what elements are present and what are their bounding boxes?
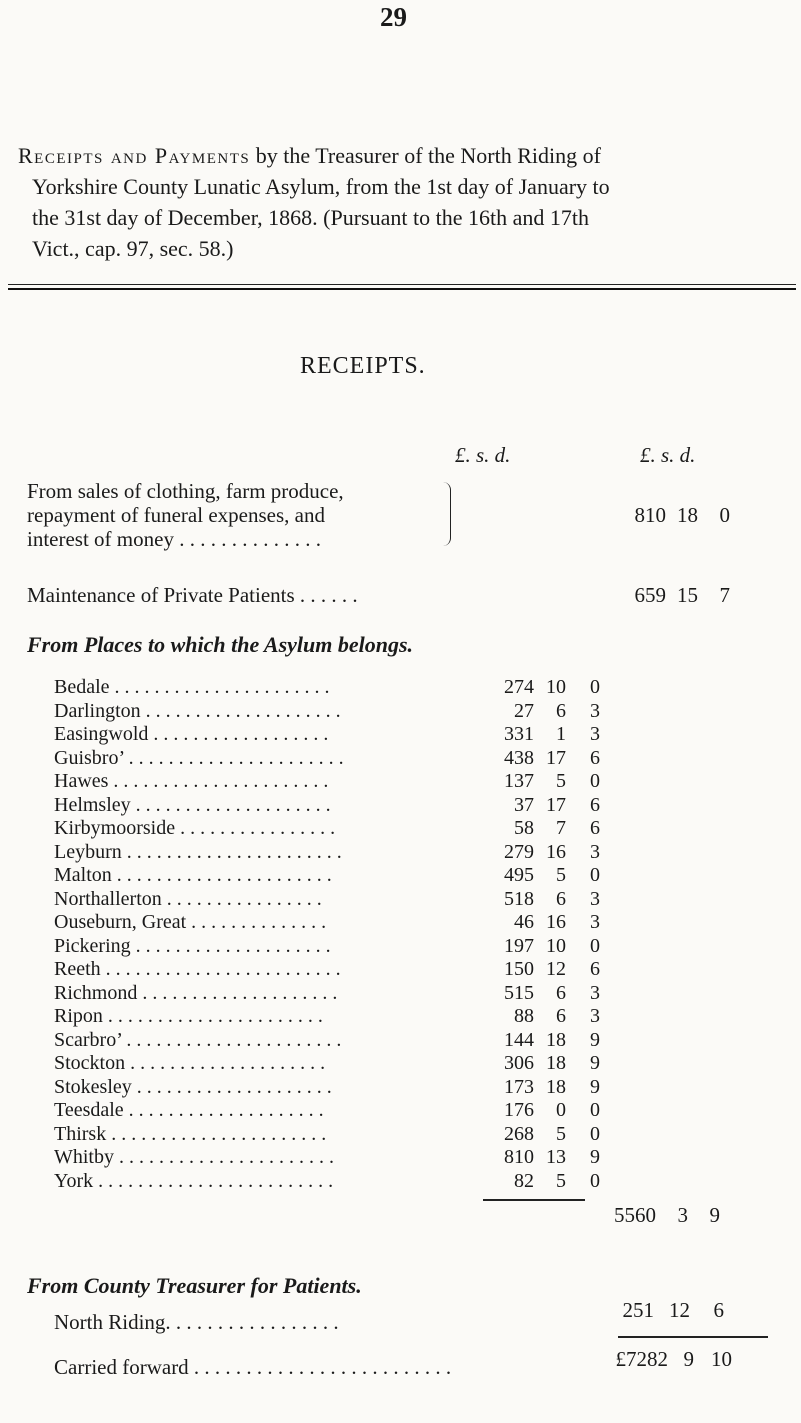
place-pounds: 331 <box>504 723 534 745</box>
list-item <box>54 888 602 912</box>
place-pounds: 37 <box>514 793 534 816</box>
place-shillings: 17 <box>546 793 566 816</box>
place-pounds: 82 <box>514 1169 534 1192</box>
subtotal-rule <box>483 1199 585 1201</box>
place-amount <box>492 1076 600 1100</box>
place-name: Reeth . . . . . . . . . . . . . . . . . . . . . . . . <box>54 958 341 980</box>
title-line-1-rest: by the Treasurer of the North Riding of <box>250 143 601 168</box>
north-riding-shillings: 12 <box>669 1298 690 1322</box>
place-name: Ripon . . . . . . . . . . . . . . . . . . . . . . <box>54 1005 323 1027</box>
list-item <box>54 1099 602 1123</box>
north-riding-label: North Riding. . . . . . . . . . . . . . . . . <box>54 1310 339 1334</box>
title-line-3: the 31st day of December, 1868. (Pursuant to the 16th and 17th <box>32 205 589 230</box>
place-pence: 3 <box>590 699 600 722</box>
place-shillings: 6 <box>556 699 566 722</box>
place-pounds: 150 <box>504 958 534 980</box>
total-rule <box>618 1336 768 1338</box>
place-amount <box>492 1005 600 1029</box>
place-amount <box>492 958 600 982</box>
place-pence: 9 <box>590 1052 600 1074</box>
place-pence: 3 <box>590 911 600 933</box>
places-total <box>600 1203 720 1228</box>
place-shillings: 0 <box>556 1099 566 1121</box>
sales-line-3: interest of money . . . . . . . . . . . . . . <box>27 527 321 551</box>
place-name: Richmond . . . . . . . . . . . . . . . . . . . . <box>54 981 338 1004</box>
place-amount <box>492 1099 600 1123</box>
place-name: Guisbro’ . . . . . . . . . . . . . . . . . . . . . . <box>54 746 344 769</box>
place-pounds: 88 <box>514 1005 534 1027</box>
place-pence: 6 <box>590 817 600 839</box>
place-pence: 3 <box>590 981 600 1004</box>
place-name: Pickering . . . . . . . . . . . . . . . . . . . . <box>54 934 331 957</box>
place-shillings: 6 <box>556 981 566 1004</box>
county-heading: From County Treasurer for Patients. <box>27 1273 362 1298</box>
list-item <box>54 723 602 747</box>
place-amount <box>492 1029 600 1053</box>
carried-forward-pence: 10 <box>711 1347 732 1371</box>
place-name: Stockton . . . . . . . . . . . . . . . . . . . . <box>54 1052 326 1074</box>
place-pence: 0 <box>590 1099 600 1121</box>
place-pounds: 810 <box>504 1146 534 1168</box>
maintenance-pence: 7 <box>719 583 730 607</box>
place-amount <box>492 1123 600 1147</box>
place-pounds: 306 <box>504 1052 534 1074</box>
north-riding-pence: 6 <box>713 1298 724 1322</box>
place-amount <box>492 911 600 935</box>
title-line-2: Yorkshire County Lunatic Asylum, from the 1st day of January to <box>32 174 610 199</box>
place-shillings: 5 <box>556 864 566 886</box>
place-name: Teesdale . . . . . . . . . . . . . . . . . . . . <box>54 1099 324 1121</box>
sales-pence: 0 <box>719 503 730 527</box>
places-heading: From Places to which the Asylum belongs. <box>27 632 414 657</box>
sales-amount <box>624 503 730 528</box>
divider-rule-thick <box>8 288 796 290</box>
place-pence: 0 <box>590 770 600 792</box>
place-pounds: 46 <box>514 911 534 933</box>
sales-line-1: From sales of clothing, farm produce, <box>27 479 344 503</box>
place-pounds: 58 <box>514 817 534 839</box>
place-amount <box>492 817 600 841</box>
list-item <box>54 958 602 982</box>
place-shillings: 5 <box>556 1122 566 1145</box>
place-shillings: 1 <box>556 723 566 745</box>
receipts-heading: RECEIPTS. <box>300 353 426 379</box>
carried-forward-pounds: £7282 <box>615 1347 668 1371</box>
place-shillings: 6 <box>556 887 566 910</box>
place-pence: 9 <box>590 1146 600 1168</box>
place-shillings: 10 <box>546 934 566 957</box>
place-amount <box>492 700 600 724</box>
place-pounds: 279 <box>504 840 534 863</box>
title-smallcaps: Receipts and Payments <box>18 143 251 168</box>
place-shillings: 16 <box>546 840 566 863</box>
place-amount <box>492 747 600 771</box>
place-shillings: 17 <box>546 746 566 769</box>
north-riding-amount <box>612 1298 724 1323</box>
place-amount <box>492 1170 600 1194</box>
place-name: Scarbro’ . . . . . . . . . . . . . . . . . . . . . . <box>54 1028 342 1051</box>
place-name: Malton . . . . . . . . . . . . . . . . . . . . . . <box>54 864 332 886</box>
list-item <box>54 935 602 959</box>
list-item <box>54 864 602 888</box>
place-pence: 0 <box>590 1122 600 1145</box>
document-title <box>18 140 773 264</box>
place-shillings: 12 <box>546 958 566 980</box>
place-pence: 0 <box>590 864 600 886</box>
sales-shillings: 18 <box>677 503 698 527</box>
place-name: Whitby . . . . . . . . . . . . . . . . . . . . . . <box>54 1146 334 1168</box>
place-pence: 6 <box>590 958 600 980</box>
place-pounds: 495 <box>504 864 534 886</box>
place-pence: 3 <box>590 840 600 863</box>
place-name: Kirbymoorside . . . . . . . . . . . . . . . . <box>54 817 336 839</box>
place-name: Northallerton . . . . . . . . . . . . . . . . <box>54 887 322 910</box>
place-pounds: 518 <box>504 887 534 910</box>
carried-forward-amount <box>596 1347 732 1372</box>
place-pounds: 137 <box>504 770 534 792</box>
list-item <box>54 794 602 818</box>
place-shillings: 16 <box>546 911 566 933</box>
carried-forward-label: Carried forward . . . . . . . . . . . . . . . . . . . . . . . . . <box>54 1355 452 1379</box>
place-shillings: 6 <box>556 1005 566 1027</box>
maintenance-pounds: 659 <box>634 583 666 607</box>
carried-forward-shillings: 9 <box>683 1347 694 1371</box>
place-name: Easingwold . . . . . . . . . . . . . . . . . . <box>54 723 329 745</box>
place-pounds: 27 <box>514 699 534 722</box>
place-pounds: 438 <box>504 746 534 769</box>
place-amount <box>492 888 600 912</box>
place-pence: 0 <box>590 676 600 698</box>
place-shillings: 5 <box>556 770 566 792</box>
place-amount <box>492 676 600 700</box>
place-amount <box>492 723 600 747</box>
place-name: York . . . . . . . . . . . . . . . . . . . . . . . . <box>54 1169 334 1192</box>
sales-pounds: 810 <box>634 503 666 527</box>
place-shillings: 10 <box>546 676 566 698</box>
place-name: Leyburn . . . . . . . . . . . . . . . . . . . . . . <box>54 840 342 863</box>
place-pounds: 268 <box>504 1122 534 1145</box>
maintenance-shillings: 15 <box>677 583 698 607</box>
page-number: 29 <box>380 2 407 32</box>
place-name: Darlington . . . . . . . . . . . . . . . . . . . . <box>54 699 341 722</box>
list-item <box>54 1052 602 1076</box>
place-pence: 0 <box>590 934 600 957</box>
place-pounds: 173 <box>504 1075 534 1098</box>
list-item <box>54 1170 602 1194</box>
place-pence: 9 <box>590 1075 600 1098</box>
currency-header-col2: £. s. d. <box>640 443 696 467</box>
place-pounds: 176 <box>504 1099 534 1121</box>
list-item <box>54 1076 602 1100</box>
place-shillings: 18 <box>546 1052 566 1074</box>
brace-icon <box>438 482 451 546</box>
place-pounds: 515 <box>504 981 534 1004</box>
place-pounds: 274 <box>504 676 534 698</box>
place-pounds: 197 <box>504 934 534 957</box>
list-item <box>54 1146 602 1170</box>
place-name: Helmsley . . . . . . . . . . . . . . . . . . . . <box>54 793 331 816</box>
list-item <box>54 982 602 1006</box>
place-name: Thirsk . . . . . . . . . . . . . . . . . . . . . . <box>54 1122 327 1145</box>
place-pounds: 144 <box>504 1028 534 1051</box>
list-item <box>54 747 602 771</box>
maintenance-label: Maintenance of Private Patients . . . . . . <box>27 583 358 607</box>
place-shillings: 13 <box>546 1146 566 1168</box>
place-shillings: 5 <box>556 1169 566 1192</box>
place-amount <box>492 982 600 1006</box>
divider-rule-thin <box>8 284 796 285</box>
list-item <box>54 770 602 794</box>
place-amount <box>492 1052 600 1076</box>
place-name: Bedale . . . . . . . . . . . . . . . . . . . . . . <box>54 676 330 698</box>
place-amount <box>492 1146 600 1170</box>
list-item <box>54 841 602 865</box>
place-amount <box>492 935 600 959</box>
place-amount <box>492 841 600 865</box>
list-item <box>54 1029 602 1053</box>
list-item <box>54 676 602 700</box>
list-item <box>54 1123 602 1147</box>
north-riding-pounds: 251 <box>622 1298 654 1322</box>
list-item <box>54 1005 602 1029</box>
currency-header-col1: £. s. d. <box>455 443 511 467</box>
list-item <box>54 817 602 841</box>
place-pence: 3 <box>590 1005 600 1027</box>
places-list <box>54 676 602 1193</box>
list-item <box>54 700 602 724</box>
places-total-pounds: 5560 <box>614 1203 656 1227</box>
list-item <box>54 911 602 935</box>
places-total-pence: 9 <box>709 1203 720 1227</box>
place-amount <box>492 864 600 888</box>
place-name: Ouseburn, Great . . . . . . . . . . . . . . <box>54 911 327 933</box>
sales-line-2: repayment of funeral expenses, and <box>27 503 325 527</box>
place-pence: 9 <box>590 1028 600 1051</box>
maintenance-amount <box>624 583 730 608</box>
place-shillings: 7 <box>556 817 566 839</box>
place-name: Hawes . . . . . . . . . . . . . . . . . . . . . . <box>54 770 329 792</box>
title-line-1 <box>18 140 773 171</box>
place-amount <box>492 770 600 794</box>
place-pence: 0 <box>590 1169 600 1192</box>
place-pence: 3 <box>590 887 600 910</box>
place-pence: 3 <box>590 723 600 745</box>
place-amount <box>492 794 600 818</box>
place-name: Stokesley . . . . . . . . . . . . . . . . . . . . <box>54 1075 332 1098</box>
places-total-shillings: 3 <box>677 1203 688 1227</box>
title-line-4: Vict., cap. 97, sec. 58.) <box>32 236 234 261</box>
place-pence: 6 <box>590 746 600 769</box>
place-shillings: 18 <box>546 1028 566 1051</box>
place-shillings: 18 <box>546 1075 566 1098</box>
place-pence: 6 <box>590 793 600 816</box>
